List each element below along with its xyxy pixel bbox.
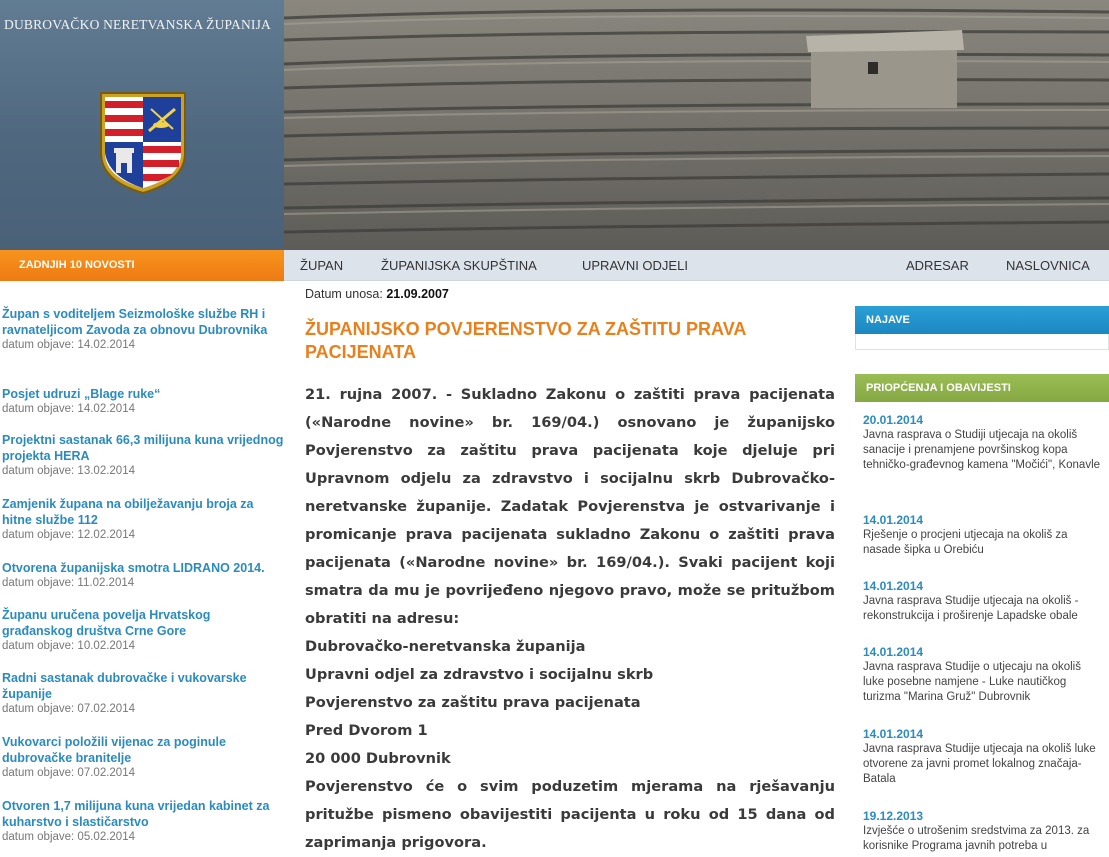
notices-header (855, 374, 1109, 402)
article-intro-paragraph: 21. rujna 2007. - Sukladno Zakonu o zaštiti prava pacijenata («Narodne novine» br. 169/04.) osnovano je županijsko Povjerenstvo za zaštitu prava pacijenata koje djeluje pri Upravnom odjelu za zdravstvo i socijalnu skrb Dubrovačko-neretvanske županije. Zadatak Povjerenstva je ostvarivanje i promicanje prava pacijenata sukladno Zakonu o zaštiti prava pacijenata («Narodne novine» br. 169/04.). Svaki pacijent koji smatra da mu je povrijeđeno njegovo pravo, može se pritužbom obratiti na adresu: (305, 386, 835, 627)
notice-date[interactable]: 19.12.2013 (863, 809, 924, 823)
notice-date[interactable]: 14.01.2014 (863, 579, 924, 593)
news-title[interactable]: Otvoren 1,7 milijuna kuna vrijedan kabinet za kuharstvo i slastičarstvo (2, 799, 270, 829)
news-title[interactable]: Zamjenik župana na obilježavanju broja za hitne službe 112 (2, 497, 254, 527)
notice-text[interactable]: Izvješće o utrošenim sredstvima za 2013. za korisnike Programa javnih potreba u (863, 825, 1090, 852)
address-line: Povjerenstvo za zaštitu prava pacijenata (305, 694, 641, 711)
notice-text[interactable]: Javna rasprava Studije utjecaja na okoliš - rekonstrukcija i proširenje Lapadske obale (863, 595, 1079, 622)
latest-news-header (0, 250, 284, 281)
news-title[interactable]: Župan s voditeljem Seizmološke službe RH i ravnateljicom Zavoda za obnovu Dubrovnika (2, 307, 268, 337)
news-item[interactable] (2, 306, 284, 353)
news-item[interactable] (2, 670, 284, 717)
notice-item[interactable] (863, 645, 1105, 705)
news-date: datum objave: 07.02.2014 (2, 703, 135, 715)
news-date: datum objave: 05.02.2014 (2, 831, 135, 843)
address-line: 20 000 Dubrovnik (305, 750, 451, 767)
najave-label: NAJAVE (866, 314, 910, 326)
coat-of-arms-logo[interactable] (99, 91, 187, 195)
nav-item-adresar[interactable]: ADRESAR (906, 258, 969, 273)
nav-item-zupan[interactable]: ŽUPAN (300, 258, 344, 273)
news-title[interactable]: Vukovarci položili vijenac za poginule dubrovačke branitelje (2, 735, 226, 765)
entry-date-label: Datum unosa: (305, 287, 383, 301)
news-item[interactable] (2, 734, 284, 781)
notice-text[interactable]: Javna rasprava o Studiji utjecaja na okoliš sanacije i prenamjene površinskog kopa tehničko-građevnog kamena "Močići", Konavle (863, 429, 1101, 471)
nav-item-zupanijska-skupstina[interactable]: ŽUPANIJSKA SKUPŠTINA (381, 258, 537, 273)
notice-date[interactable]: 14.01.2014 (863, 645, 924, 659)
najave-content (855, 334, 1109, 350)
news-title[interactable]: Radni sastanak dubrovačke i vukovarske županije (2, 671, 247, 701)
news-date: datum objave: 12.02.2014 (2, 529, 135, 541)
notice-item[interactable] (863, 727, 1105, 787)
article-closing-paragraph: Povjerenstvo će o svim poduzetim mjerama na rješavanju pritužbe pismeno obavijestiti pacijenta u roku od 15 dana od zaprimanja prigovora. (305, 778, 835, 851)
notice-text[interactable]: Rješenje o procjeni utjecaja na okoliš za nasade šipka u Orebiću (863, 529, 1068, 556)
notice-item[interactable] (863, 809, 1105, 854)
nav-item-naslovnica[interactable]: NASLOVNICA (1006, 258, 1090, 273)
address-line: Dubrovačko-neretvanska županija (305, 638, 586, 655)
news-item[interactable] (2, 798, 284, 845)
news-date: datum objave: 07.02.2014 (2, 767, 135, 779)
notice-date[interactable]: 14.01.2014 (863, 513, 924, 527)
notices-label: PRIOPĆENJA I OBAVIJESTI (866, 382, 1011, 394)
site-title[interactable]: DUBROVAČKO NERETVANSKA ŽUPANIJA (4, 17, 271, 32)
entry-date-value: 21.09.2007 (386, 287, 449, 301)
news-item[interactable] (2, 496, 284, 543)
news-item[interactable] (2, 560, 284, 591)
article-body (305, 381, 835, 857)
news-date: datum objave: 11.02.2014 (2, 577, 135, 589)
address-line: Upravni odjel za zdravstvo i socijalnu skrb (305, 666, 654, 683)
notice-item[interactable] (863, 513, 1105, 558)
news-title[interactable]: Projektni sastanak 66,3 milijuna kuna vrijednog projekta HERA (2, 433, 284, 463)
news-item[interactable] (2, 432, 284, 479)
news-date: datum objave: 13.02.2014 (2, 465, 135, 477)
latest-news-label: ZADNJIH 10 NOVOSTI (19, 259, 135, 271)
article-title: ŽUPANIJSKO POVJERENSTVO ZA ZAŠTITU PRAVA PACIJENATA (305, 319, 746, 362)
address-line: Pred Dvorom 1 (305, 722, 428, 739)
news-title[interactable]: Otvorena županijska smotra LIDRANO 2014. (2, 561, 265, 575)
news-title[interactable]: Posjet udruzi „Blage ruke“ (2, 387, 161, 401)
nav-item-upravni-odjeli[interactable]: UPRAVNI ODJELI (582, 258, 688, 273)
news-date: datum objave: 14.02.2014 (2, 339, 135, 351)
news-item[interactable] (2, 386, 284, 417)
stone-terraces-banner-image (284, 0, 1109, 250)
notice-item[interactable] (863, 413, 1105, 473)
notice-item[interactable] (863, 579, 1105, 624)
news-item[interactable] (2, 607, 284, 654)
notice-text[interactable]: Javna rasprava Studije o utjecaju na okoliš luke posebne namjene - Luke nautičkog turizma "Marina Gruž" Dubrovnik (863, 661, 1081, 703)
news-date: datum objave: 10.02.2014 (2, 640, 135, 652)
news-date: datum objave: 14.02.2014 (2, 403, 135, 415)
notice-date[interactable]: 20.01.2014 (863, 413, 924, 427)
news-title[interactable]: Županu uručena povelja Hrvatskog građanskog društva Crne Gore (2, 608, 211, 638)
najave-header (855, 306, 1109, 334)
notice-text[interactable]: Javna rasprava Studije utjecaja na okoliš luke otvorene za javni promet lokalnog značaja- Batala (863, 743, 1096, 785)
notice-date[interactable]: 14.01.2014 (863, 727, 924, 741)
main-nav (284, 250, 1109, 281)
entry-date (305, 287, 449, 301)
